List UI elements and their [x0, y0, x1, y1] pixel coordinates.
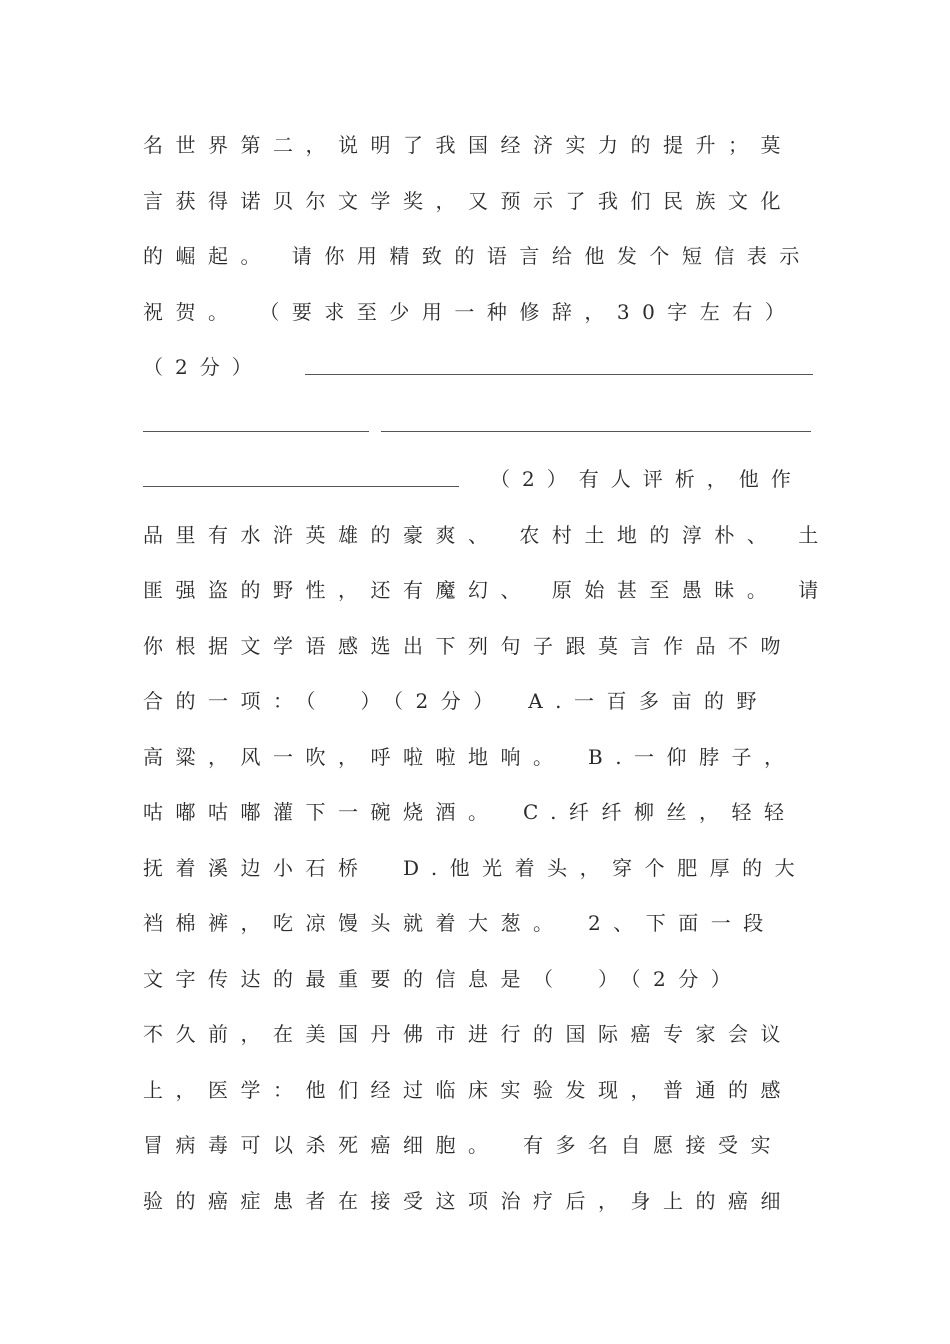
text-line: 抚着溪边小石桥 D.他光着头，穿个肥厚的大	[143, 856, 808, 880]
text-line: 冒病毒可以杀死癌细胞。 有多名自愿接受实	[143, 1133, 783, 1157]
text-line: 祝贺。 （要求至少用一种修辞，30字左右）	[143, 300, 798, 324]
text-line: 高粱，风一吹，呼啦啦地响。 B.一仰脖子，	[143, 745, 797, 769]
text-line: 名世界第二，说明了我国经济实力的提升；莫	[143, 133, 793, 157]
text-line: 裆棉裤，吃凉馒头就着大葱。 2、下面一段	[143, 911, 776, 935]
text-line: 言获得诺贝尔文学奖，又预示了我们民族文化	[143, 189, 793, 213]
text-line: 的崛起。 请你用精致的语言给他发个短信表示	[143, 244, 812, 268]
text-line: 匪强盗的野性，还有魔幻、 原始甚至愚昧。 请	[143, 578, 831, 602]
text-line: 验的癌症患者在接受这项治疗后，身上的癌细	[143, 1189, 793, 1213]
answer-blank-line	[143, 486, 459, 487]
text-line: 合的一项：（ ）（2分） A.一百多亩的野	[143, 689, 770, 713]
answer-blank-line	[305, 374, 813, 375]
text-line: 你根据文学语感选出下列句子跟莫言作品不吻	[143, 634, 793, 658]
score-label: （2分）	[143, 355, 264, 379]
text-line: 不久前，在美国丹佛市进行的国际癌专家会议	[143, 1022, 793, 1046]
text-line: 咕嘟咕嘟灌下一碗烧酒。 C.纤纤柳丝，轻轻	[143, 800, 797, 824]
answer-blank-line	[381, 431, 811, 432]
text-line: 品里有水浒英雄的豪爽、 农村土地的淳朴、 土	[143, 523, 831, 547]
text-line: 上，医学：他们经过临床实验发现，普通的感	[143, 1078, 793, 1102]
answer-blank-line	[143, 431, 369, 432]
question-text: （2）有人评析，他作	[490, 467, 803, 491]
text-line: 文字传达的最重要的信息是（ ）（2分）	[143, 967, 744, 991]
